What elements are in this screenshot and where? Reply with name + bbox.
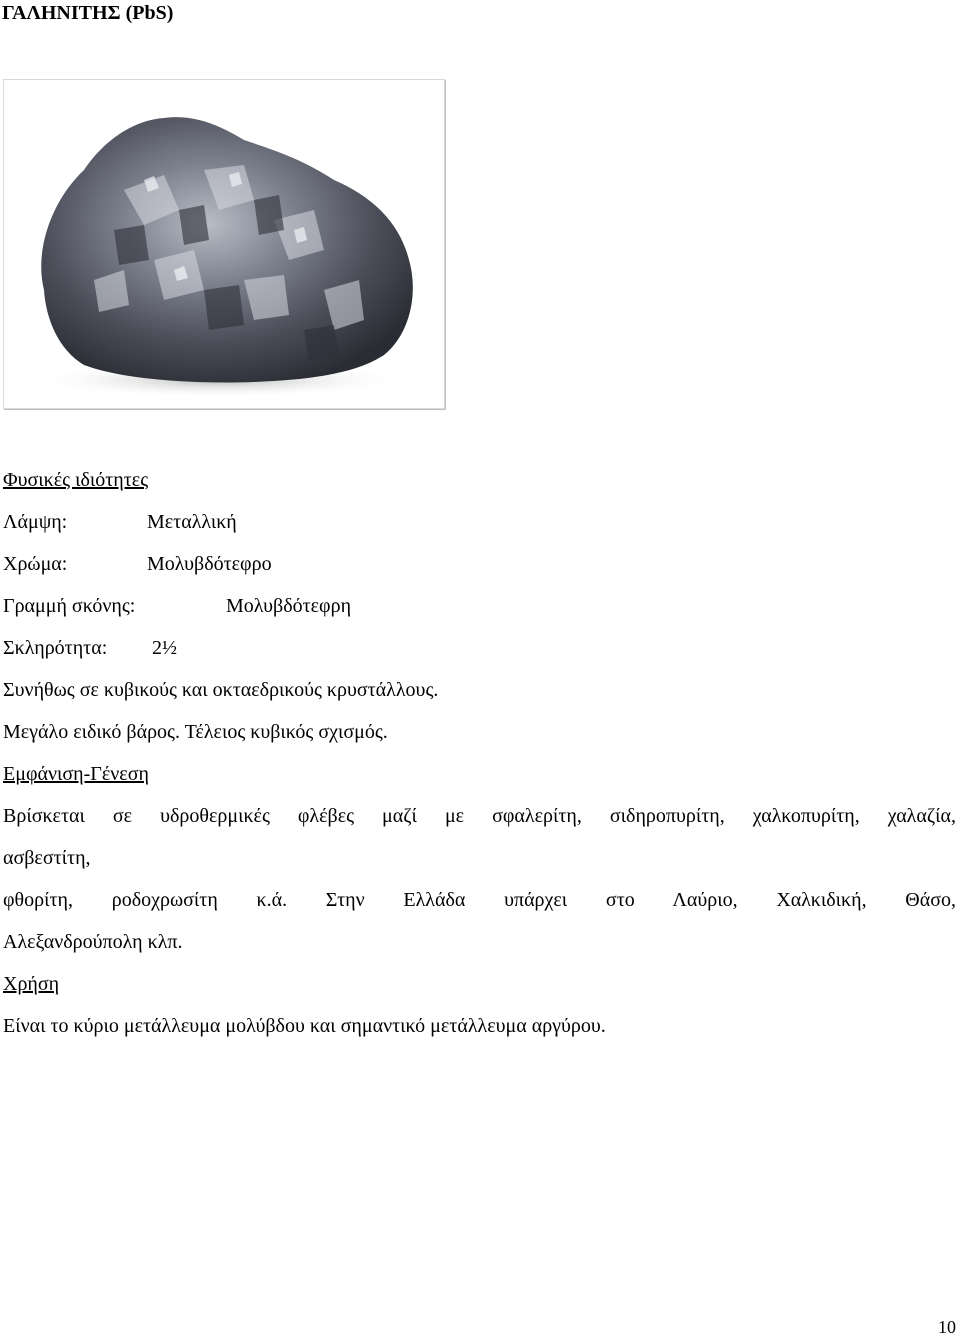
occurrence-line-4: Αλεξανδρούπολη κλπ. bbox=[3, 931, 183, 953]
gravity-line: Μεγάλο ειδικό βάρος. Τέλειος κυβικός σχισμός. bbox=[3, 721, 388, 743]
use-line: Είναι το κύριο μετάλλευμα μολύβδου και σημαντικό μετάλλευμα αργύρου. bbox=[3, 1015, 606, 1037]
luster-label: Λάμψη: bbox=[3, 511, 68, 533]
streak-label: Γραμμή σκόνης: bbox=[3, 595, 136, 617]
physical-properties-heading: Φυσικές ιδιότητες bbox=[3, 469, 149, 491]
hardness-value: 2½ bbox=[152, 637, 177, 659]
galena-image bbox=[4, 80, 444, 408]
crystals-line: Συνήθως σε κυβικούς και οκταεδρικούς κρυστάλλους. bbox=[3, 679, 439, 701]
page-title: ΓΑΛΗΝΙΤΗΣ (PbS) bbox=[2, 2, 174, 24]
streak-value: Μολυβδότεφρη bbox=[226, 595, 352, 617]
color-label: Χρώμα: bbox=[3, 553, 68, 575]
hardness-label: Σκληρότητα: bbox=[3, 637, 108, 659]
occurrence-line-2: ασβεστίτη, bbox=[3, 847, 91, 869]
occurrence-line-1: Βρίσκεται σε υδροθερμικές φλέβες μαζί με σφαλερίτη, σιδηροπυρίτη, χαλκοπυρίτη, χαλαζία, bbox=[3, 805, 956, 827]
luster-value: Μεταλλική bbox=[147, 511, 237, 533]
color-value: Μολυβδότεφρο bbox=[147, 553, 272, 575]
use-heading: Χρήση bbox=[3, 973, 60, 995]
occurrence-heading: Εμφάνιση-Γένεση bbox=[3, 763, 149, 785]
page-number: 10 bbox=[938, 1317, 956, 1337]
occurrence-line-3: φθορίτη, ροδοχρωσίτη κ.ά. Στην Ελλάδα υπάρχει στο Λαύριο, Χαλκιδική, Θάσο, bbox=[3, 889, 956, 911]
mineral-photo bbox=[3, 79, 445, 409]
